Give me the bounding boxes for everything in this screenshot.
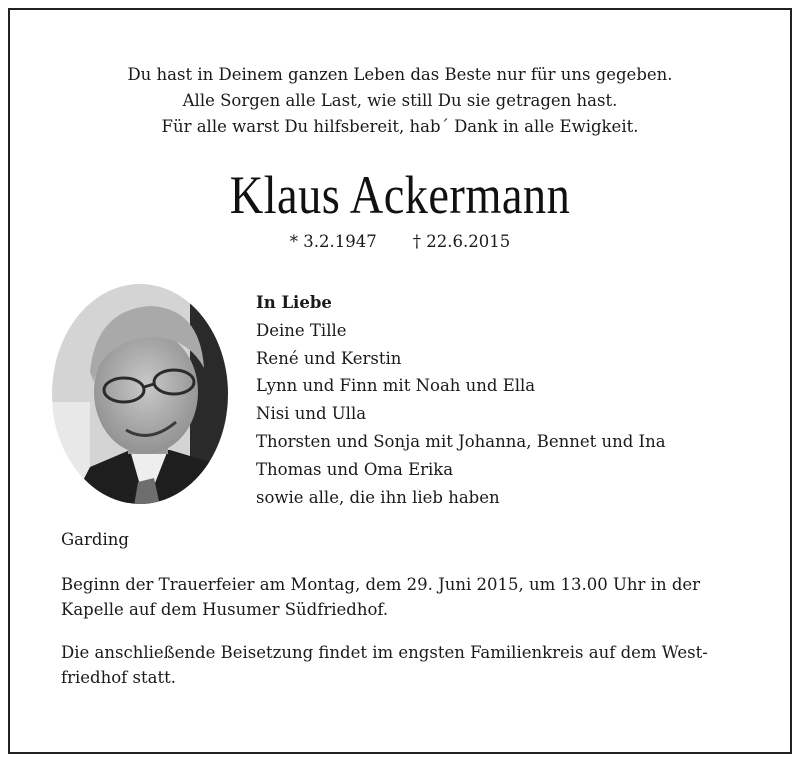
deceased-name: Klaus Ackermann bbox=[229, 165, 571, 225]
memorial-verse bbox=[0, 62, 800, 140]
service-line: Kapelle auf dem Husumer Südfriedhof. bbox=[61, 600, 389, 619]
mourner-line: sowie alle, die ihn lieb haben bbox=[256, 487, 500, 507]
service-line: Beginn der Trauerfeier am Montag, dem 29. Juni 2015, um 13.00 Uhr in der bbox=[61, 575, 701, 594]
death-date: † 22.6.2015 bbox=[412, 232, 511, 251]
mourners-heading: In Liebe bbox=[256, 293, 332, 312]
burial-info bbox=[61, 640, 708, 690]
mourner-line: Thorsten und Sonja mit Johanna, Bennet und Ina bbox=[256, 431, 666, 451]
mourner-line: Thomas und Oma Erika bbox=[256, 459, 454, 479]
verse-line: Für alle warst Du hilfsbereit, hab´ Dank in alle Ewigkeit. bbox=[161, 117, 639, 136]
mourner-line: Nisi und Ulla bbox=[256, 404, 367, 424]
mourner-line: René und Kerstin bbox=[256, 348, 402, 368]
place-name: Garding bbox=[61, 530, 129, 549]
birth-date: * 3.2.1947 bbox=[289, 232, 377, 251]
burial-line: friedhof statt. bbox=[61, 668, 176, 687]
burial-line: Die anschließende Beisetzung findet im engsten Familienkreis auf dem West- bbox=[61, 643, 708, 662]
verse-line: Du hast in Deinem ganzen Leben das Beste nur für uns gegeben. bbox=[127, 65, 673, 84]
portrait-photo bbox=[50, 282, 230, 506]
mourners-list bbox=[256, 289, 666, 511]
verse-line: Alle Sorgen alle Last, wie still Du sie getragen hast. bbox=[182, 91, 618, 110]
mourner-line: Lynn und Finn mit Noah und Ella bbox=[256, 376, 536, 396]
mourner-line: Deine Tille bbox=[256, 320, 347, 340]
service-info bbox=[61, 572, 700, 622]
life-dates bbox=[0, 232, 800, 251]
